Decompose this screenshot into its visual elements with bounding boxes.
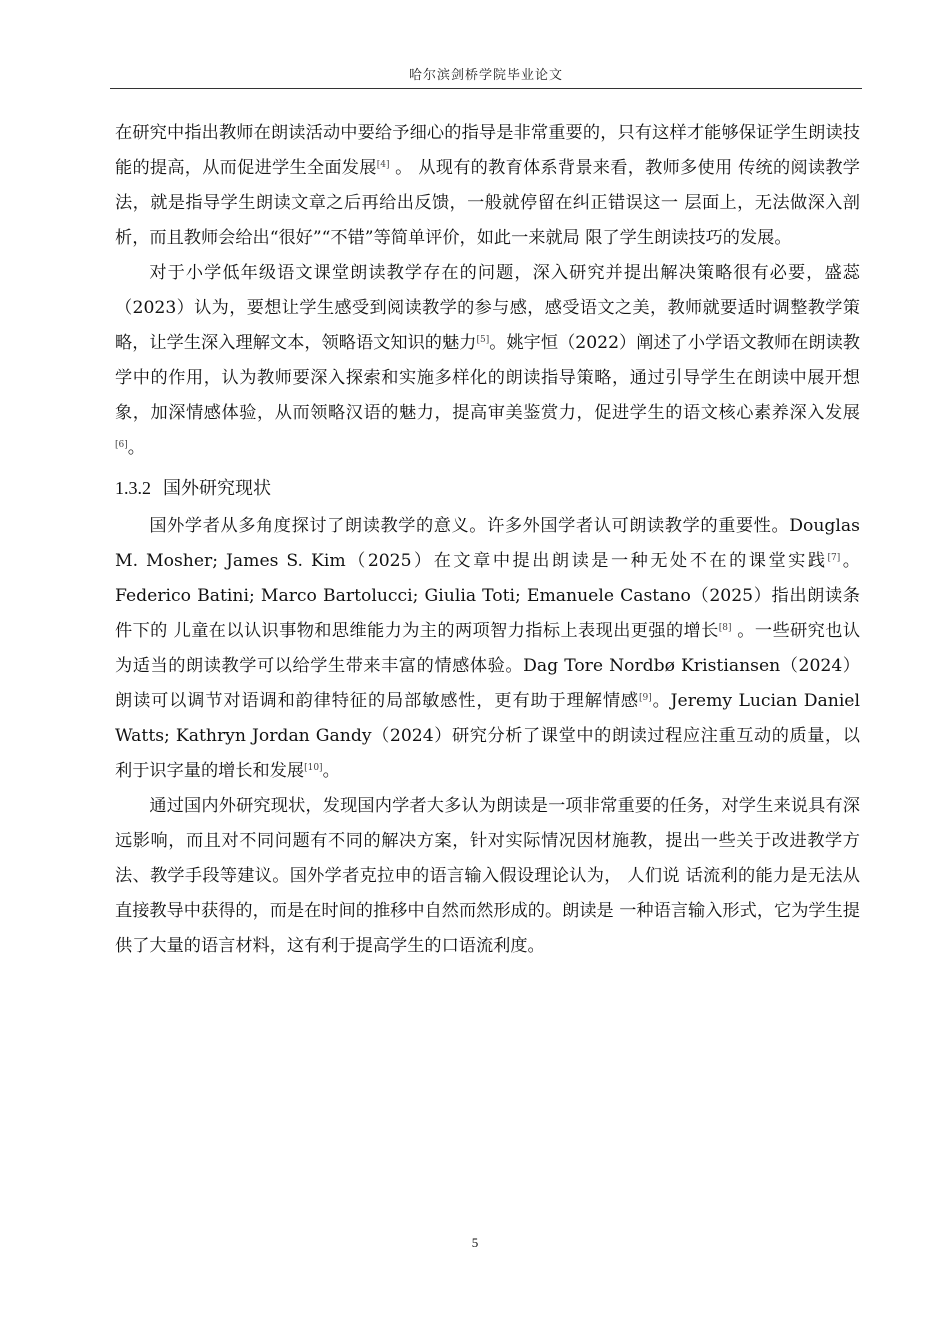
paragraph-3-text-b: 。 Federico Batini; Marco Bartolucci; Giulia Toti; Emanuele Castano（2025）指出朗读条件下的 儿童在以认识事物和思维能力为主的两项智力指标上表现出更强的增长 xyxy=(115,551,860,641)
citation-ref: [7] xyxy=(827,553,841,563)
citation-ref: [4] xyxy=(376,160,390,170)
section-number: 1.3.2 xyxy=(115,478,151,498)
citation-ref: [10] xyxy=(304,763,323,773)
paragraph-1-text-b: 。 从现有的教育体系背景来看，教师多使用 传统的阅读教学法，就是指导学生朗读文章之后再给出反馈，一般就停留在纠正错误这一 层面上，无法做深入剖析，而且教师会给出“很好”“不错”等简单评价，如此一来就局 限了学生朗读技巧的发展。 xyxy=(115,158,860,248)
paragraph-3 xyxy=(115,509,860,789)
paragraph-3-text-c: 。一些研究也认 为适当的朗读教学可以给学生带来丰富的情感体验。Dag Tore Nordbø Kristiansen（2024） 朗读可以调节对语调和韵律特征的局部敏感性，更有助于理解情感 xyxy=(115,621,861,711)
citation-ref: [6] xyxy=(115,440,128,450)
page-body xyxy=(115,116,860,964)
section-heading xyxy=(115,468,860,509)
citation-ref: [8] xyxy=(718,623,732,633)
paragraph-2 xyxy=(115,256,860,466)
paragraph-4 xyxy=(115,789,860,964)
citation-ref: [9] xyxy=(638,693,652,703)
citation-ref: [5] xyxy=(476,335,490,345)
paragraph-1 xyxy=(115,116,860,256)
paragraph-2-text-a: 对于小学低年级语文课堂朗读教学存在的问题，深入研究并提出解决策略很有必要，盛蕊（2023）认为，要想让学生感受到阅读教学的参与感，感受语文之美，教师就要适时调整教学策略，让学生深入理解文本，领略语文知识的魅力 xyxy=(115,263,860,353)
paragraph-2-text-c: 。 xyxy=(127,438,145,458)
paragraph-2-text-b: 。姚宇恒（2022）阐述了小学语文教师在朗读教学中的作用，认为教师要深入探索和实施多样化的朗读指导策略，通过引导学生在朗读中展开想象，加深情感体验，从而领略汉语的魅力，提高审美鉴赏力，促进学生的语文核心素养深入发展 xyxy=(115,333,860,423)
paragraph-4-text-a: 通过国内外研究现状，发现国内学者大多认为朗读是一项非常重要的任务，对学生来说具有深远影响，而且对不同问题有不同的解决方案，针对实际情况因材施教，提出一些关于改进教学方法、教学手段等建议。国外学者克拉申的语言输入假设理论认为， 人们说 话流利的能力是无法从直接教导中获得的，而是在时间的推移中自然而然形成的。朗读是 一种语言输入形式，它为学生提供了大量的语言材料，这有利于提高学生的口语流利度。 xyxy=(115,796,860,956)
page-header: 哈尔滨剑桥学院毕业论文 xyxy=(408,68,563,83)
paragraph-3-text-a: 国外学者从多角度探讨了朗读教学的意义。许多外国学者认可朗读教学的重要性。Douglas M. Mosher; James S. Kim（2025）在文章中提出朗读是一种无处不在的课堂实践 xyxy=(115,516,860,571)
paragraph-3-text-e: 。 xyxy=(322,761,340,781)
section-title: 国外研究现状 xyxy=(163,478,271,499)
header-rule xyxy=(110,88,862,89)
page-number: 5 xyxy=(471,1235,479,1250)
paragraph-3-text-d: 。Jeremy Lucian Daniel Watts; Kathryn Jordan Gandy（2024）研究分析了课堂中的朗读过程应注重互动的质量，以 利于识字量的增长和发展 xyxy=(115,691,860,781)
paragraph-1-text-a: 在研究中指出教师在朗读活动中要给予细心的指导是非常重要的，只有这样才能够保证学生朗读技能的提高，从而促进学生全面发展 xyxy=(115,123,860,178)
